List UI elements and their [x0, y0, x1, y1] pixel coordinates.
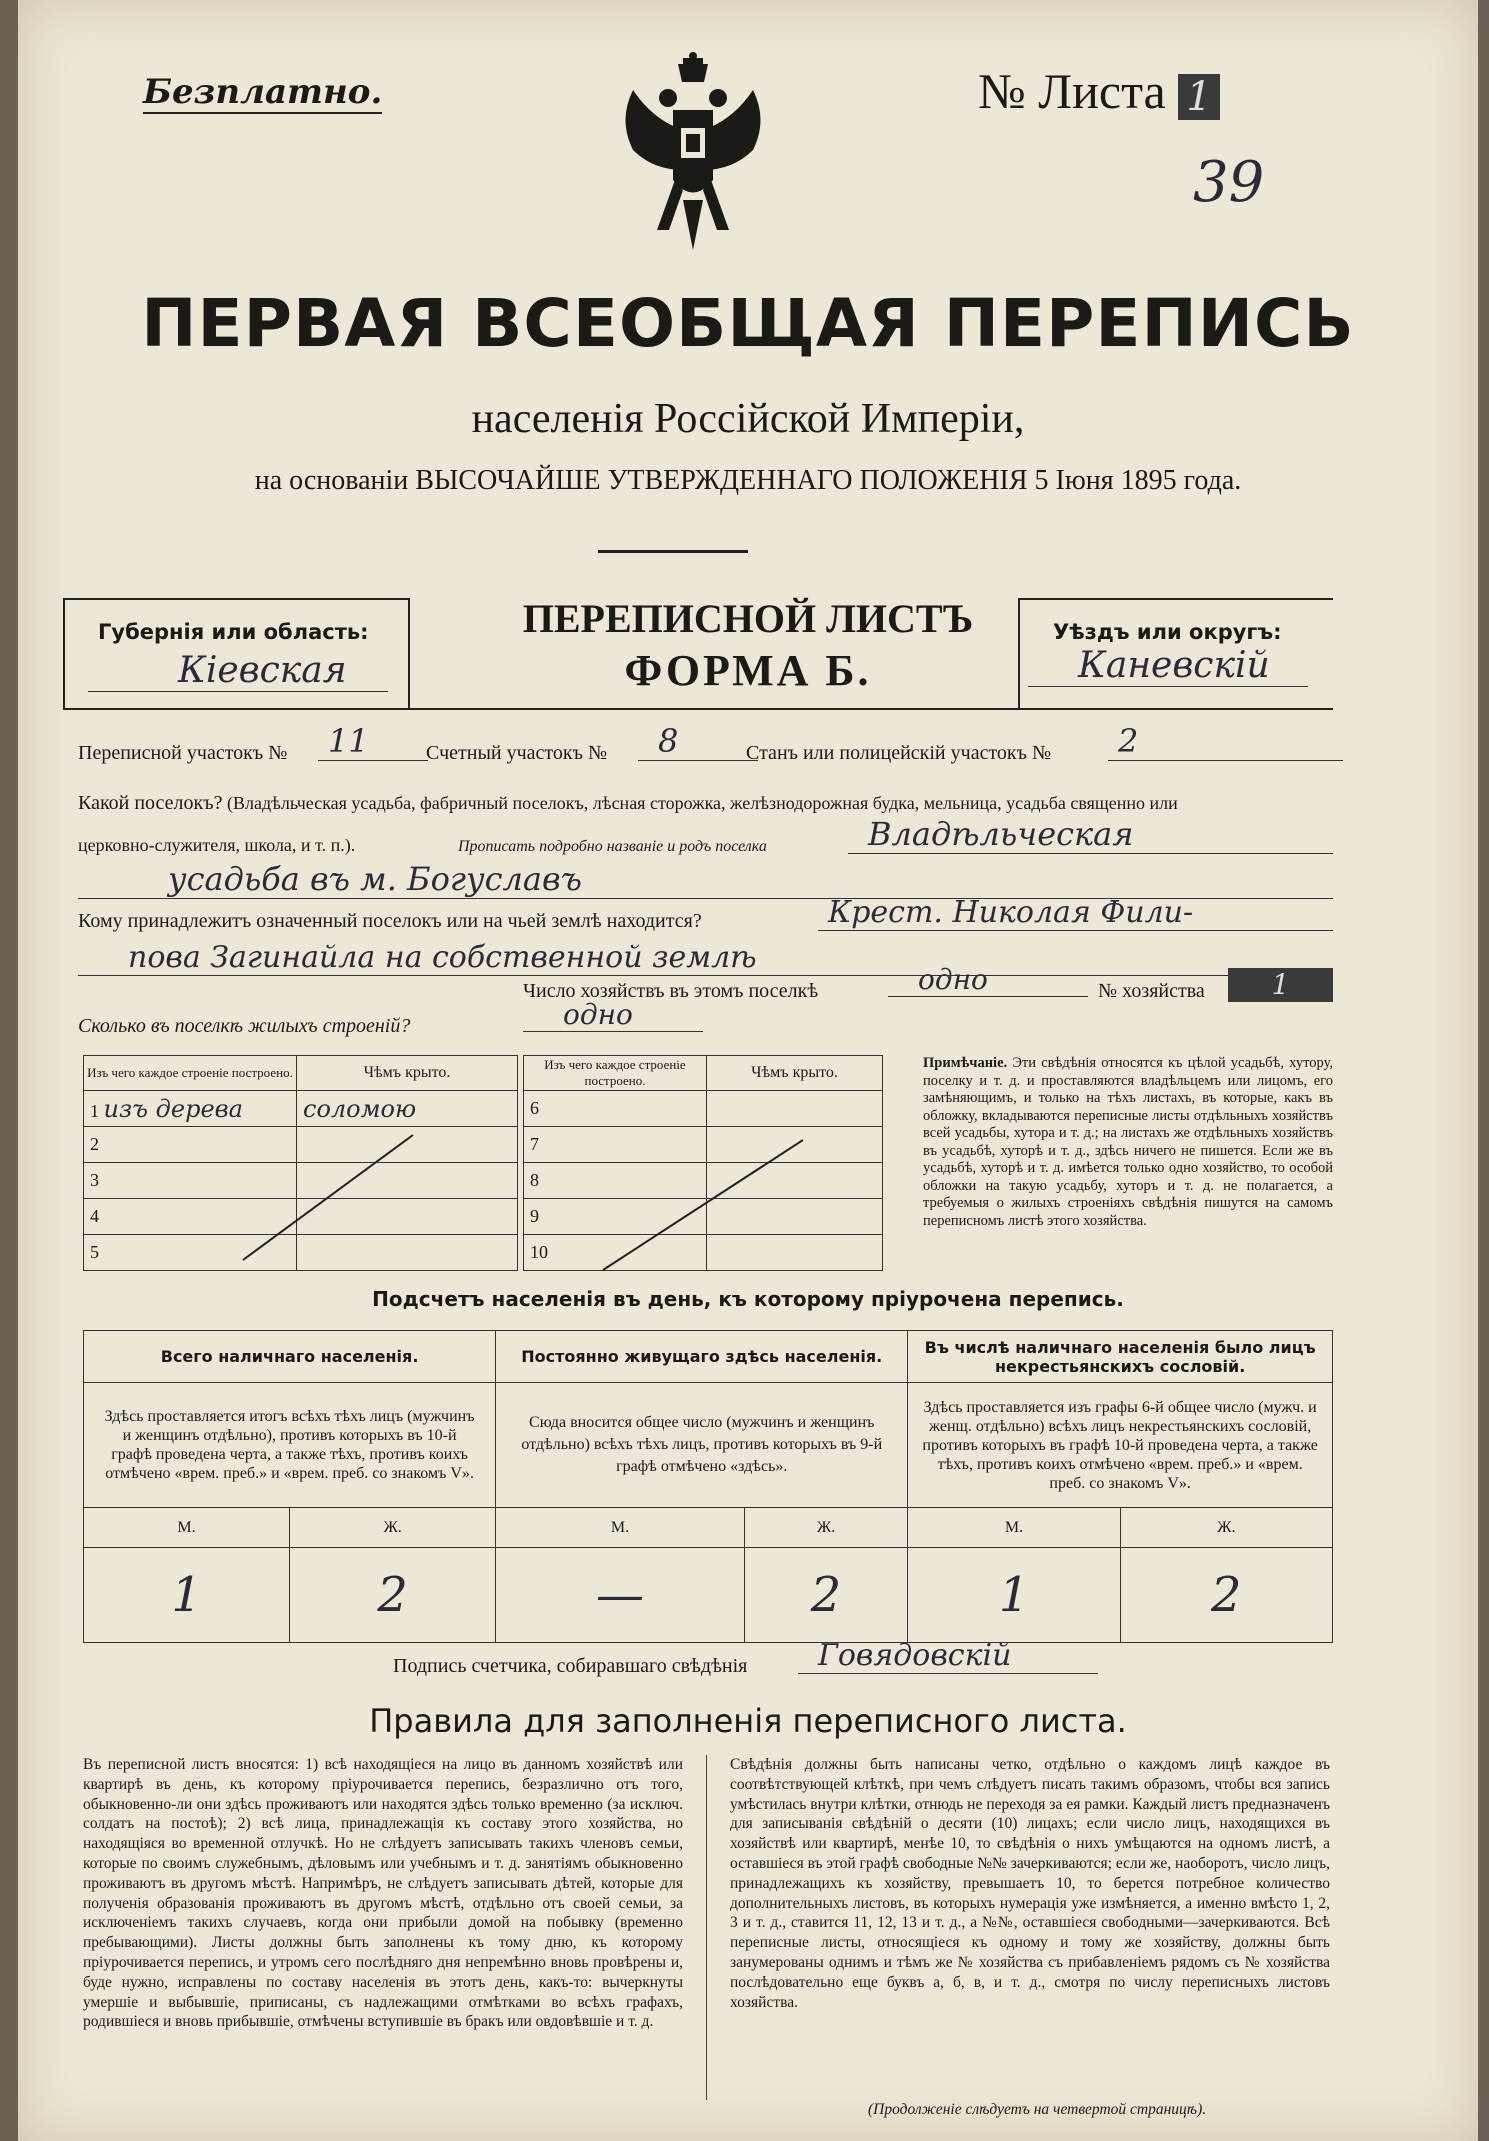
stan-label: Станъ или полицейскій участокъ № — [746, 742, 1052, 764]
uezd-label: Уѣздъ или округъ: — [1053, 620, 1282, 644]
col-roof-header: Чѣмъ крыто. — [707, 1056, 883, 1091]
note-head: Примѣчаніе. — [923, 1055, 1008, 1071]
sheet-number — [978, 62, 1220, 120]
totals-title: Подсчетъ населенія въ день, къ которому пріурочена перепись. — [372, 1287, 1124, 1311]
divider — [63, 708, 1333, 710]
owner-question: Кому принадлежитъ означенный поселокъ или на чьей землѣ находится? — [78, 910, 702, 932]
buildings-question: Сколько въ поселкѣ жилыхъ строеній? — [78, 1015, 411, 1037]
census-sheet — [18, 0, 1478, 2141]
row-number: 3 — [90, 1170, 99, 1190]
gubernia-value[interactable]: Кіевская — [88, 650, 388, 692]
main-title: ПЕРВАЯ ВСЕОБЩАЯ ПЕРЕПИСЬ — [141, 285, 1355, 362]
divider — [706, 1755, 707, 2100]
totals-col3-header: Въ числѣ наличнаго населенія было лицъ некрестьянскихъ сословій. — [908, 1331, 1333, 1383]
totals-col2-text: Сюда вносится общее число (мужчинъ и женщинъ отдѣльно) всѣхъ тѣхъ лицъ, противъ которыхъ въ 9-й графѣ отмѣчено «здѣсь». — [496, 1383, 908, 1508]
basis-line: на основаніи ВЫСОЧАЙШЕ УТВЕРЖДЕННАГО ПОЛОЖЕНІЯ 5 Іюня 1895 года. — [254, 465, 1242, 496]
settlement-question-label: Какой поселокъ? — [78, 792, 223, 814]
double-headed-eagle-icon — [613, 50, 773, 260]
households-value[interactable]: одно — [888, 963, 1088, 997]
roof-cell[interactable]: соломою — [297, 1091, 518, 1127]
strike-marks — [83, 1120, 883, 1280]
sheet-number-label: № Листа — [978, 63, 1166, 119]
material-cell[interactable]: 6 — [524, 1091, 707, 1127]
permanent-m[interactable]: — — [496, 1548, 745, 1643]
stan-value[interactable]: 2 — [1108, 722, 1343, 761]
signature-label: Подпись счетчика, собиравшаго свѣдѣнія — [393, 1655, 748, 1677]
buildings-value[interactable]: одно — [523, 998, 703, 1032]
gubernia-label: Губернія или область: — [98, 620, 369, 644]
material-cell[interactable]: 10 — [524, 1235, 707, 1271]
row-number: 1 — [90, 1100, 99, 1121]
totals-col1-text: Здѣсь проставляется итогъ всѣхъ тѣхъ лицъ (мужчинъ и женщинъ отдѣльно), противъ которыхъ въ 10-й графѣ проведена черта, а также тѣхъ, противъ коихъ отмѣчено «врем. преб.» и «врем. преб. со знакомъ V». — [84, 1383, 496, 1508]
census-area-value[interactable]: 11 — [318, 722, 428, 761]
totals-col2-header: Постоянно живущаго здѣсь населенія. — [496, 1331, 908, 1383]
m-label: М. — [908, 1508, 1120, 1548]
signature-value[interactable]: Говядовскій — [798, 1638, 1098, 1674]
col-material-header: Изъ чего каждое строеніе построено. — [84, 1056, 297, 1091]
f-label: Ж. — [1120, 1508, 1332, 1548]
totals-col1-header: Всего наличнаго населенія. — [84, 1331, 496, 1383]
sub-title: населенія Россійской Имперіи, — [471, 396, 1025, 442]
divider — [598, 550, 748, 553]
material-cell[interactable]: 9 — [524, 1199, 707, 1235]
household-no-value[interactable]: 1 — [1228, 968, 1333, 1002]
rules-title: Правила для заполненія переписного листа. — [369, 1702, 1127, 1740]
sheet-number-value: 1 — [1178, 74, 1219, 120]
count-area-label: Счетный участокъ № — [426, 742, 608, 764]
note-block — [923, 1055, 1333, 1230]
total-present-f[interactable]: 2 — [290, 1548, 496, 1643]
row-number: 2 — [90, 1134, 99, 1154]
rules-continued: (Продолженіе слѣдуетъ на четвертой страницѣ). — [868, 2101, 1207, 2118]
permanent-f[interactable]: 2 — [744, 1548, 908, 1643]
settlement-hint-2: церковно-служителя, школа, и т. п.). — [78, 835, 356, 855]
material-cell[interactable]: 7 — [524, 1127, 707, 1163]
page-number-handwritten: 39 — [1193, 150, 1265, 215]
count-area-value[interactable]: 8 — [638, 722, 758, 761]
owner-value-2[interactable]: пова Загинайла на собственной землѣ — [78, 940, 1333, 976]
owner-value-1[interactable]: Крест. Николая Фили- — [818, 895, 1333, 931]
rules-left-column: Въ переписной листъ вносятся: 1) всѣ находящіеся на лицо въ данномъ хозяйствѣ или квартирѣ въ день, къ которому пріурочивается перепись, безразлично отъ того, обыкновенно-ли они здѣсь проживаютъ или находятся здѣсь только временно (за исключ. солдатъ на постоѣ); 2) всѣ лица, принадлежащія къ составу этого хозяйства, но находящіяся во временной отлучкѣ. Но не слѣдуетъ записывать такихъ членовъ семьи, которые по своимъ служебнымъ, дѣловымъ или учебнымъ и т. д. занятіямъ обыкновенно проживаютъ въ другомъ мѣстѣ. Напримѣръ, не слѣдуетъ записывать дѣтей, которые для полученія образованія проживаютъ въ другомъ мѣстѣ, отдѣльно отъ своей семьи, за исключеніемъ такихъ случаевъ, когда они прибыли домой на побывку (временно пребывающими). Листы должны быть заполнены къ тому дню, къ которому пріурочивается перепись, и утромъ сего послѣдняго дня непремѣнно вновь провѣрены и, буде нужно, исправлены по составу населенія въ этотъ день, какъ-то: вычеркнуты умершіе и выбывшіе, приписаны, съ надлежащими отмѣтками во всѣхъ графахъ, родившіеся и вновь прибывшіе, отмѣчены вступившіе въ бракъ или овдовѣвшіе и т. д. — [83, 1756, 683, 2031]
material-cell[interactable]: 8 — [524, 1163, 707, 1199]
f-label: Ж. — [290, 1508, 496, 1548]
form-subtitle: ФОРМА Б. — [624, 646, 872, 695]
settlement-value-1[interactable]: Владѣльческая — [848, 815, 1333, 854]
non-peasant-f[interactable]: 2 — [1120, 1548, 1332, 1643]
note-text: Эти свѣдѣнія относятся къ цѣлой усадьбѣ, хутору, поселку и т. д. и проставляются владѣльцемъ или лицомъ, его замѣняющимъ, и только на тѣхъ листахъ, въ которые, какъ въ обложку, вкладываются переписные листы отдѣльныхъ хозяйствъ всей усадьбы, хутора и т. д.; на листахъ же отдѣльныхъ хозяйствъ въ усадьбѣ, хуторѣ и т. д., здѣсь ничего не пишется. Если же въ усадьбѣ, хуторѣ и т. д. имѣется только одно хозяйство, то особой обложки на такую усадьбу, хуторъ и т. д. не полагается, а требуемыя о жилыхъ строеніяхъ свѣдѣнія пишутся на самомъ переписномъ листѣ этого хозяйства. — [923, 1055, 1333, 1229]
form-title: ПЕРЕПИСНОЙ ЛИСТЪ — [522, 596, 974, 641]
col-material-header: Изъ чего каждое строеніе построено. — [524, 1056, 707, 1091]
rules-right-column: Свѣдѣнія должны быть написаны четко, отдѣльно о каждомъ лицѣ каждое въ соотвѣтствующей клѣткѣ, при чемъ слѣдуетъ писать такимъ образомъ, чтобы вся запись умѣстилась внутри клѣтки, отнюдь не переходя за ея рамки. Каждый листъ предназначенъ для записыванія свѣдѣній о десяти (10) лицахъ; если число лицъ, находящихся въ хозяйствѣ или квартирѣ, менѣе 10, то свѣдѣнія о нихъ умѣщаются на одномъ листѣ, а оставшіеся въ этой графѣ свободные №№ зачеркиваются; если же, наоборотъ, число лицъ, принадлежащихъ къ хозяйству, превышаетъ 10, то берется потребное количество дополнительныхъ листовъ, въ которыхъ нумерація уже измѣняется, а именно вмѣсто 1, 2, 3 и т. д., ставится 11, 12, 13 и т. д., а №№, оставшіеся свободными—зачеркиваются. Всѣ переписные листы, относящіеся къ одному и тому же хозяйству, должны быть занумерованы однимъ и тѣмъ же № хозяйства съ прибавленіемъ рядомъ съ № хозяйства послѣдовательно еще буквъ а, б, в, и т. д., смотря по числу переписныхъ листовъ хозяйства. — [730, 1756, 1330, 2011]
strike-line — [243, 1135, 413, 1260]
total-present-m[interactable]: 1 — [84, 1548, 290, 1643]
strike-line — [603, 1140, 803, 1270]
settlement-question — [78, 792, 1348, 815]
uezd-value[interactable]: Каневскій — [1028, 645, 1308, 687]
material-value: изъ дерева — [103, 1094, 243, 1123]
f-label: Ж. — [744, 1508, 908, 1548]
household-no-label: № хозяйства — [1098, 980, 1205, 1002]
row-number: 4 — [90, 1206, 99, 1226]
census-area-label: Переписной участокъ № — [78, 742, 288, 764]
totals-col3-text: Здѣсь проставляется изъ графы 6-й общее число (мужч. и женщ. отдѣльно) всѣхъ лицъ некрестьянскихъ сословій, противъ которыхъ въ графѣ 10-й проведена черта, а также тѣхъ, противъ коихъ отмѣчено «врем. преб.» и «врем. преб. со знакомъ V». — [908, 1383, 1333, 1508]
non-peasant-m[interactable]: 1 — [908, 1548, 1120, 1643]
row-number: 5 — [90, 1242, 99, 1262]
m-label: М. — [84, 1508, 290, 1548]
m-label: М. — [496, 1508, 745, 1548]
settlement-value-2[interactable]: усадьба въ м. Богуславъ — [78, 860, 1333, 899]
settlement-hint-1: (Владѣльческая усадьба, фабричный поселокъ, лѣсная сторожка, желѣзнодорожная будка, мельница, усадьба священно или — [226, 793, 1178, 813]
households-label: Число хозяйствъ въ этомъ поселкѣ — [523, 980, 819, 1002]
settlement-hint-3: Прописать подробно названіе и родъ поселка — [458, 838, 767, 855]
totals-table — [83, 1330, 1333, 1643]
col-roof-header: Чѣмъ крыто. — [297, 1056, 518, 1091]
free-label: Безплатно. — [143, 72, 383, 112]
